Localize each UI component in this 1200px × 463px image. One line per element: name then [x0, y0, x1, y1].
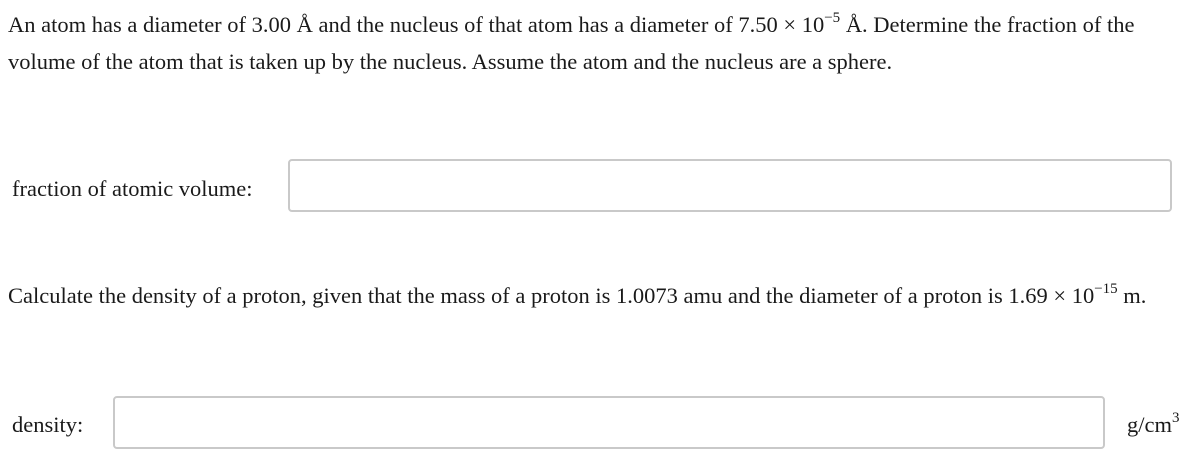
question-1-text	[8, 6, 1193, 80]
question-2-part-b: m.	[1117, 283, 1147, 308]
density-label: density:	[12, 412, 84, 437]
question-2-exponent: −15	[1094, 280, 1118, 297]
density-unit-exponent: 3	[1172, 409, 1180, 426]
density-unit	[1127, 411, 1180, 439]
density-answer-input[interactable]	[113, 396, 1105, 449]
question-2-text	[8, 277, 1198, 314]
question-1-part-b: Å. Determine the fraction of the volume of the atom that is taken up by the nucleus. Assume the atom and the nucleus are a sphere.	[8, 12, 1135, 74]
fraction-answer-input[interactable]	[288, 159, 1172, 212]
question-1-exponent: −5	[824, 9, 841, 26]
density-unit-base: g/cm	[1127, 412, 1172, 437]
fraction-label: fraction of atomic volume:	[12, 176, 253, 201]
question-2-part-a: Calculate the density of a proton, given that the mass of a proton is 1.0073 amu and the diameter of a proton is 1.69 × 10	[8, 283, 1095, 308]
question-1-part-a: An atom has a diameter of 3.00 Å and the nucleus of that atom has a diameter of 7.50 × 10	[8, 12, 825, 37]
